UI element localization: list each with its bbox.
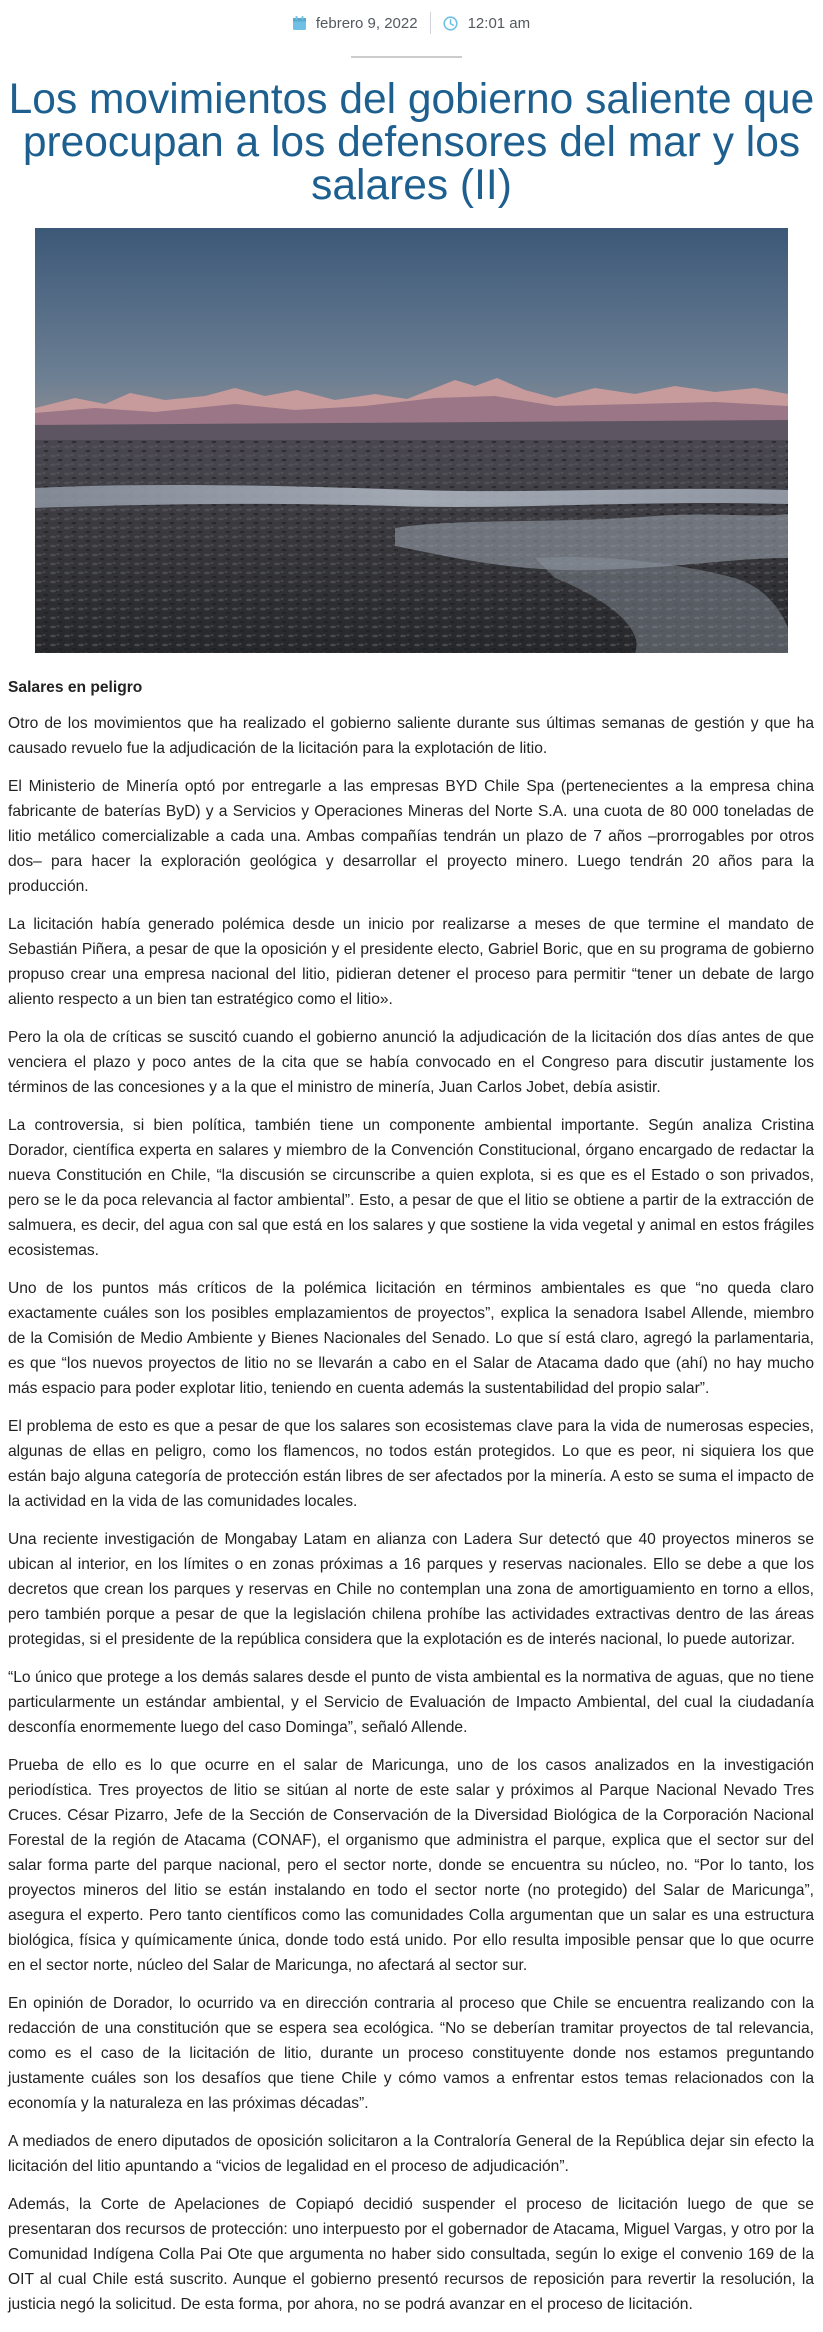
calendar-icon <box>293 16 306 30</box>
title-divider <box>351 56 462 58</box>
paragraph: Además, la Corte de Apelaciones de Copiapó decidió suspender el proceso de licitación luego de que se presentaran dos recursos de protección: uno interpuesto por el gobernador de Atacama, Miguel Vargas, y otro por la Comunidad Indígena Colla Pai Ote que argumenta no haber sido consultada, según lo exige el convenio 169 de la OIT al cual Chile está suscrito. Aunque el gobierno presentó recursos de reposición para revertir la resolución, la justicia negó la solicitud. De esta forma, por ahora, no se podrá avanzar en el proceso de licitación. <box>8 2196 814 2313</box>
paragraph: El Ministerio de Minería optó por entregarle a las empresas BYD Chile Spa (pertenecientes a la empresa china fabricante de baterías ByD) y a Servicios y Operaciones Mineras del Norte S.A. una cuota de 80 000 toneladas de litio metálico comercializable a cada una. Ambas compañías tendrán un plazo de 7 años –prorrogables por otros dos– para hacer la exploración geológica y desarrollar el proyecto minero. Luego tendrán 20 años para la producción. <box>8 778 814 895</box>
section-subheading: Salares en peligro <box>8 679 143 696</box>
paragraph: La controversia, si bien política, también tiene un componente ambiental importante. Según analiza Cristina Dorador, científica experta en salares y miembro de la Convención Constitucional, órgano encargado de redactar la nueva Constitución en Chile, “la discusión se circunscribe a quien explota, si es que es el Estado o son privados, pero se le da poca relevancia al factor ambiental”. Esto, a pesar de que el litio se obtiene a partir de la extracción de salmuera, es decir, del agua con sal que está en los salares y que sostiene la vida vegetal y animal en estos frágiles ecosistemas. <box>8 1117 814 1259</box>
article-title: Los movimientos del gobierno saliente que preocupan a los defensores del mar y los salares (II) <box>8 76 815 209</box>
paragraph: La licitación había generado polémica desde un inicio por realizarse a meses de que termine el mandato de Sebastián Piñera, a pesar de que la oposición y el presidente electo, Gabriel Boric, que en su programa de gobierno propuso crear una empresa nacional del litio, pidieran detener el proceso para permitir “tener un debate de largo aliento respecto a un bien tan estratégico como el litio». <box>8 916 814 1008</box>
article-body <box>8 675 814 2330</box>
post-meta <box>0 0 823 46</box>
post-time-text: 12:01 am <box>467 14 531 32</box>
paragraph: Otro de los movimientos que ha realizado el gobierno saliente durante sus últimas semanas de gestión y que ha causado revuelo fue la adjudicación de la licitación para la explotación de litio. <box>8 715 814 757</box>
meta-separator <box>430 12 431 34</box>
paragraph: En opinión de Dorador, lo ocurrido va en dirección contraria al proceso que Chile se encuentra realizando con la redacción de una constitución que se espera sea ecológica. “No se deberían tramitar proyectos de tal relevancia, como es el caso de la licitación de litio, durante un proceso constituyente donde nos estamos preguntando justamente cuáles son los desafíos que tiene Chile y cómo vamos a enfrentar estos temas relacionados con la economía y la naturaleza en las próximas décadas”. <box>8 1995 814 2112</box>
post-date-text: febrero 9, 2022 <box>315 14 418 32</box>
paragraph: El problema de esto es que a pesar de que los salares son ecosistemas clave para la vida de numerosas especies, algunas de ellas en peligro, como los flamencos, no todos están protegidos. Lo que es peor, ni siquiera los que están bajo alguna categoría de protección están libres de ser afectados por la minería. A esto se suma el impacto de la actividad en la vida de las comunidades locales. <box>8 1418 814 1510</box>
salt-flat-landscape-photo <box>35 228 788 653</box>
paragraph: Uno de los puntos más críticos de la polémica licitación en términos ambientales es que “no queda claro exactamente cuáles son los posibles emplazamientos de proyectos”, explica la senadora Isabel Allende, miembro de la Comisión de Medio Ambiente y Bienes Nacionales del Senado. Lo que sí está claro, agregó la parlamentaria, es que “los nuevos proyectos de litio no se llevarán a cabo en el Salar de Atacama dado que (ahí) no hay mucho más espacio para poder explotar litio, teniendo en cuenta además la sustentabilidad del propio salar”. <box>8 1280 814 1397</box>
post-date[interactable] <box>293 15 418 32</box>
paragraph: “Lo único que protege a los demás salares desde el punto de vista ambiental es la normativa de aguas, que no tiene particularmente un estándar ambiental, y el Servicio de Evaluación de Impacto Ambiental, del cual la ciudadanía desconfía enormemente luego del caso Dominga”, señaló Allende. <box>8 1669 814 1736</box>
paragraph: Una reciente investigación de Mongabay Latam en alianza con Ladera Sur detectó que 40 proyectos mineros se ubican al interior, en los límites o en zonas próximas a 16 parques y reservas nacionales. Ello se debe a que los decretos que crean los parques y reservas en Chile no contemplan una zona de amortiguamiento en torno a ellos, pero también porque a pesar de que la legislación chilena prohíbe las actividades extractivas dentro de las áreas protegidas, si el presidente de la república considera que la explotación es de interés nacional, lo puede autorizar. <box>8 1531 814 1648</box>
clock-icon <box>443 16 458 31</box>
paragraph: Prueba de ello es lo que ocurre en el salar de Maricunga, uno de los casos analizados en la investigación periodística. Tres proyectos de litio se sitúan al norte de este salar y próximos al Parque Nacional Nevado Tres Cruces. César Pizarro, Jefe de la Sección de Conservación de la Diversidad Biológica de la Corporación Nacional Forestal de la región de Atacama (CONAF), el organismo que administra el parque, explica que el sector sur del salar forma parte del parque nacional, pero el sector norte, donde se encuentra su núcleo, no. “Por lo tanto, los proyectos mineros del litio se están instalando en todo el sector norte (no protegido) del Salar de Maricunga”, asegura el experto. Pero tanto científicos como las comunidades Colla argumentan que un salar es una estructura biológica, física y químicamente única, donde todo está unido. Por ello resulta imposible pensar que lo que ocurre en el sector norte, núcleo del Salar de Maricunga, no afectará al sector sur. <box>8 1757 814 1974</box>
paragraph: A mediados de enero diputados de oposición solicitaron a la Contraloría General de la República dejar sin efecto la licitación del litio apuntando a “vicios de legalidad en el proceso de adjudicación”. <box>8 2133 814 2175</box>
post-time <box>443 15 531 32</box>
paragraph: Pero la ola de críticas se suscitó cuando el gobierno anunció la adjudicación de la licitación dos días antes de que venciera el plazo y poco antes de la cita que se había convocado en el Congreso para discutir justamente los términos de las concesiones y a la que el ministro de minería, Juan Carlos Jobet, debía asistir. <box>8 1029 814 1096</box>
